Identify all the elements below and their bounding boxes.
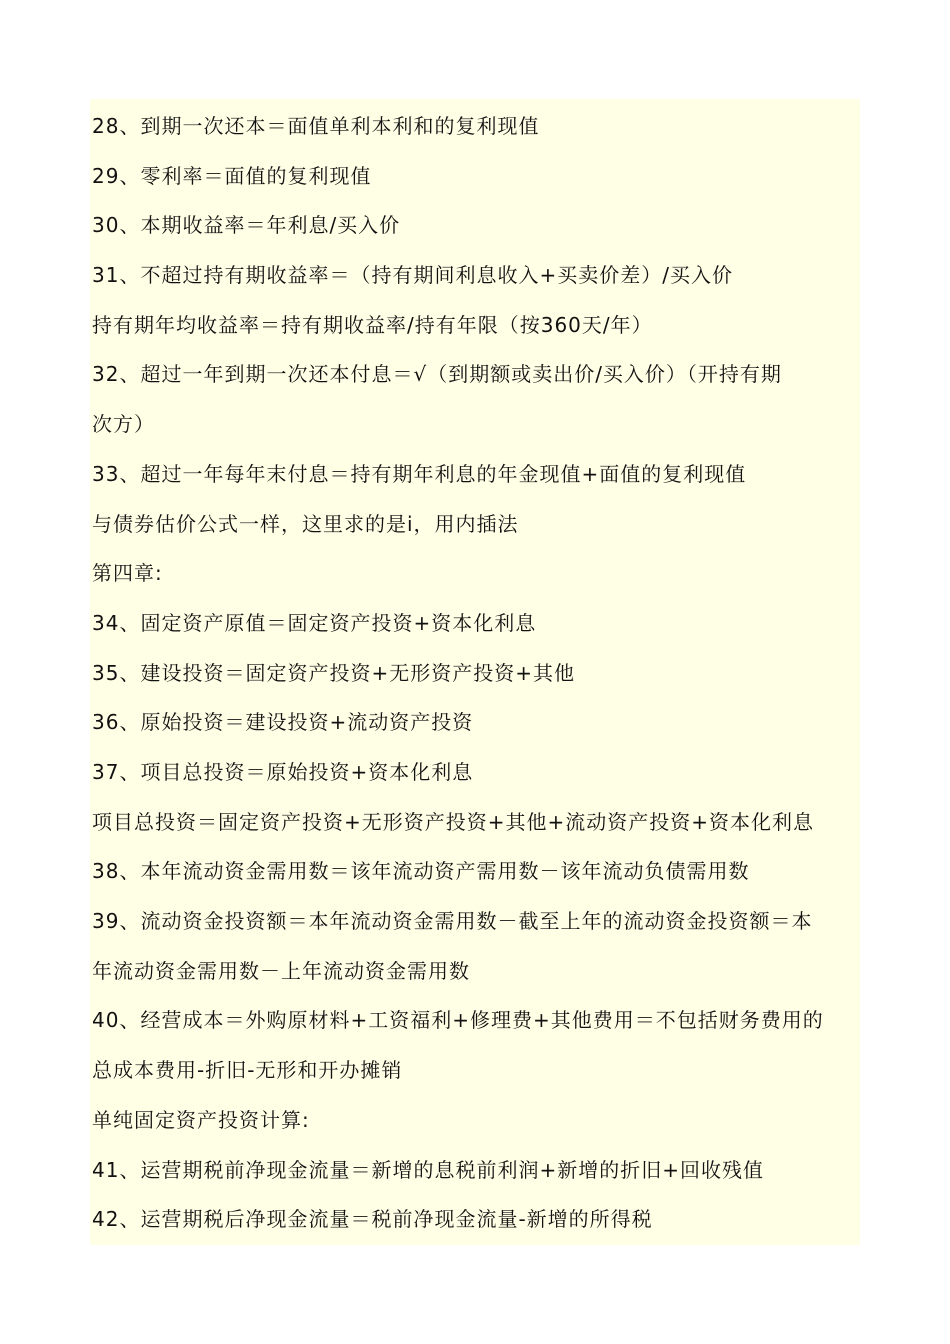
- text-line: 29、零利率＝面值的复利现值: [92, 164, 372, 188]
- text-line: 30、本期收益率＝年利息/买入价: [92, 213, 401, 237]
- text-line: 项目总投资＝固定资产投资+无形资产投资+其他+流动资产投资+资本化利息: [92, 810, 815, 834]
- text-line: 总成本费用-折旧-无形和开办摊销: [92, 1058, 403, 1082]
- text-line: 42、运营期税后净现金流量＝税前净现金流量-新增的所得税: [92, 1207, 653, 1231]
- section-heading: 单纯固定资产投资计算:: [92, 1108, 310, 1132]
- text-line: 持有期年均收益率＝持有期收益率/持有年限（按360天/年）: [92, 313, 653, 337]
- text-line: 年流动资金需用数－上年流动资金需用数: [92, 959, 470, 983]
- text-line: 39、流动资金投资额＝本年流动资金需用数－截至上年的流动资金投资额＝本: [92, 909, 813, 933]
- text-line: 41、运营期税前净现金流量＝新增的息税前利润+新增的折旧+回收残值: [92, 1158, 764, 1182]
- text-line: 38、本年流动资金需用数＝该年流动资产需用数－该年流动负债需用数: [92, 859, 750, 883]
- text-line: 40、经营成本＝外购原材料+工资福利+修理费+其他费用＝不包括财务费用的: [92, 1008, 824, 1032]
- text-line: 31、不超过持有期收益率＝（持有期间利息收入+买卖价差）/买入价: [92, 263, 733, 287]
- text-line: 33、超过一年每年末付息＝持有期年利息的年金现值+面值的复利现值: [92, 462, 747, 486]
- text-line: 28、到期一次还本＝面值单利本利和的复利现值: [92, 114, 540, 138]
- text-line: 次方）: [92, 412, 155, 436]
- text-line: 35、建设投资＝固定资产投资+无形资产投资+其他: [92, 661, 575, 685]
- formula-text-block: [90, 99, 860, 1245]
- text-line: 34、固定资产原值＝固定资产投资+资本化利息: [92, 611, 537, 635]
- text-line: 32、超过一年到期一次还本付息＝√（到期额或卖出价/买入价）（开持有期: [92, 362, 782, 386]
- text-line: 36、原始投资＝建设投资+流动资产投资: [92, 710, 474, 734]
- text-line: 37、项目总投资＝原始投资+资本化利息: [92, 760, 474, 784]
- text-line: 与债券估价公式一样，这里求的是i，用内插法: [92, 512, 519, 536]
- chapter-heading: 第四章:: [92, 561, 163, 585]
